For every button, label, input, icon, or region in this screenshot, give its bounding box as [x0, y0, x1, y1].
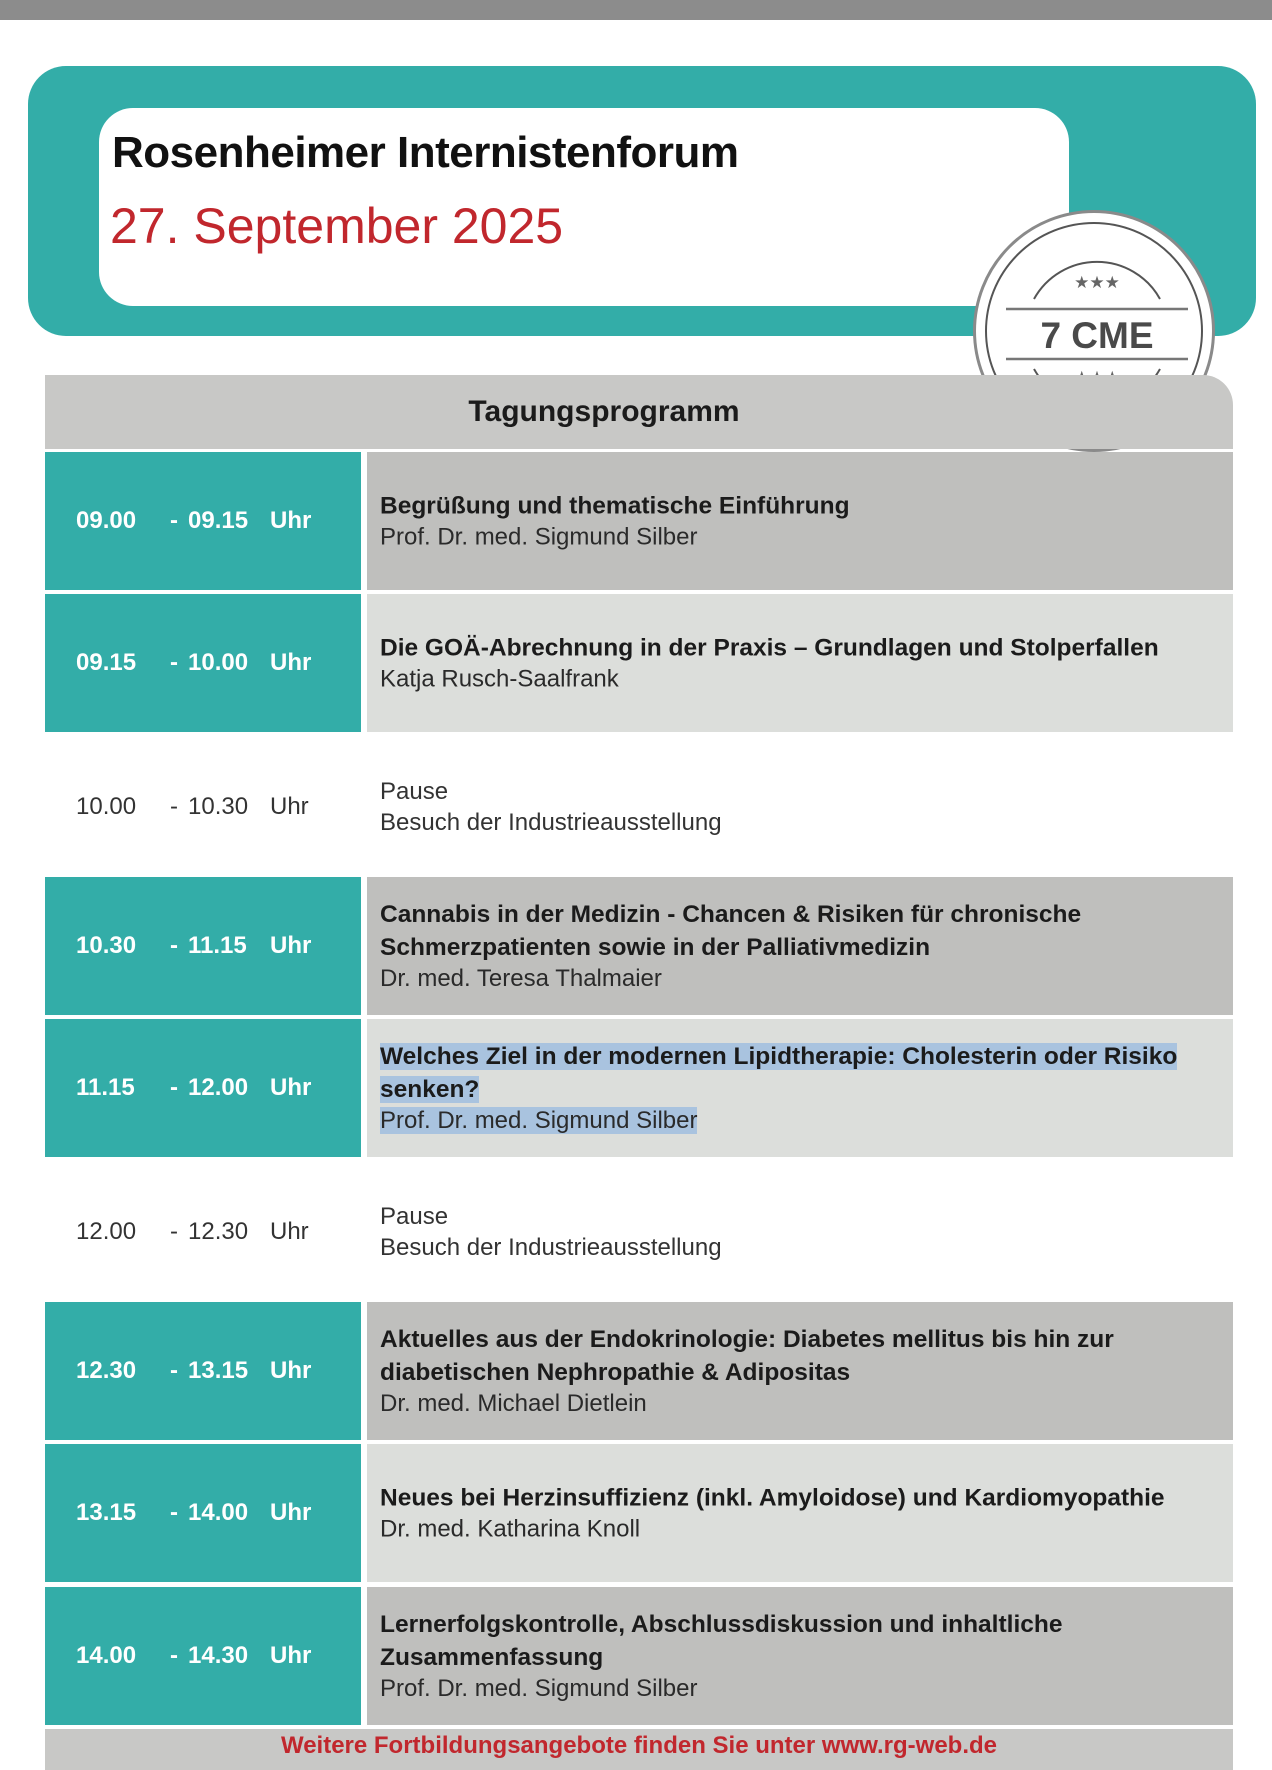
- session-title: Lernerfolgskontrolle, Abschlussdiskussion und inhaltliche Zusammenfassung: [380, 1611, 1063, 1671]
- time-end: 12.30: [188, 1218, 249, 1245]
- pause-title: Pause: [380, 778, 449, 805]
- time-cell: [45, 1587, 361, 1725]
- time-unit: Uhr: [270, 649, 312, 676]
- time-unit: Uhr: [270, 1499, 312, 1526]
- time-start: 12.30: [76, 1357, 137, 1384]
- time-range: [76, 1074, 311, 1102]
- session-speaker: Dr. med. Katharina Knoll: [380, 1515, 641, 1543]
- program-row: [45, 1302, 1233, 1440]
- time-range: [76, 1642, 311, 1670]
- session-cell: [367, 738, 1233, 876]
- session-title: Cannabis in der Medizin - Chancen & Risiken für chronische Schmerzpatienten sowie in der Palliativmedizin: [380, 901, 1082, 961]
- program-row: [45, 594, 1233, 732]
- session-cell: [367, 1444, 1233, 1582]
- session-info: [380, 1201, 1230, 1263]
- pause-title: Pause: [380, 1203, 449, 1230]
- session-info[interactable]: [380, 1040, 1230, 1136]
- session-cell: [367, 452, 1233, 590]
- time-range: [76, 932, 311, 960]
- session-cell: [367, 1163, 1233, 1301]
- time-unit: Uhr: [270, 507, 312, 534]
- time-unit: Uhr: [270, 932, 312, 959]
- program-row: [45, 1587, 1233, 1725]
- session-speaker-selected[interactable]: [380, 1106, 1230, 1136]
- time-unit: Uhr: [270, 1218, 309, 1245]
- time-end: 10.30: [188, 793, 249, 820]
- time-start: 11.15: [76, 1074, 135, 1101]
- time-start: 13.15: [76, 1499, 137, 1526]
- pause-note: Besuch der Industrieausstellung: [380, 809, 722, 836]
- session-info: [380, 776, 1230, 838]
- time-separator: -: [170, 793, 178, 820]
- time-start: 09.00: [76, 507, 137, 534]
- session-cell: [367, 594, 1233, 732]
- time-start: 10.00: [76, 793, 137, 820]
- event-date: 27. September 2025: [110, 198, 564, 254]
- session-cell: [367, 1019, 1233, 1157]
- session-info: [380, 490, 1230, 553]
- session-speaker: Prof. Dr. med. Sigmund Silber: [380, 523, 698, 551]
- time-unit: Uhr: [270, 1357, 312, 1384]
- time-unit: Uhr: [270, 1642, 312, 1669]
- session-info: [380, 1608, 1230, 1704]
- session-title: Aktuelles aus der Endokrinologie: Diabetes mellitus bis hin zur diabetischen Nephropathie & Adipositas: [380, 1326, 1114, 1386]
- time-end: 14.30: [188, 1642, 249, 1669]
- selected-text[interactable]: Prof. Dr. med. Sigmund Silber: [380, 1107, 698, 1134]
- time-range: [76, 1218, 309, 1246]
- session-info: [380, 898, 1230, 994]
- session-cell: [367, 1302, 1233, 1440]
- session-title: Begrüßung und thematische Einführung: [380, 492, 850, 520]
- time-start: 10.30: [76, 932, 137, 959]
- time-range: [76, 793, 309, 821]
- page-title: Rosenheimer Internistenforum: [112, 128, 739, 177]
- top-bar: [0, 0, 1272, 20]
- time-end: 13.15: [188, 1357, 249, 1384]
- session-cell: [367, 1587, 1233, 1725]
- time-separator: -: [170, 507, 178, 534]
- time-separator: -: [170, 1357, 178, 1384]
- session-title: Neues bei Herzinsuffizienz (inkl. Amyloidose) und Kardiomyopathie: [380, 1484, 1165, 1512]
- time-unit: Uhr: [270, 793, 309, 820]
- time-range: [76, 1357, 311, 1385]
- session-speaker: Dr. med. Teresa Thalmaier: [380, 965, 662, 992]
- time-cell: [45, 1019, 361, 1157]
- session-info: [380, 632, 1230, 695]
- session-speaker: Katja Rusch-Saalfrank: [380, 665, 619, 693]
- time-separator: -: [170, 1074, 178, 1101]
- selected-text[interactable]: Welches Ziel in der modernen Lipidtherapie: Cholesterin oder Risiko senken?: [380, 1043, 1178, 1103]
- session-speaker: Prof. Dr. med. Sigmund Silber: [380, 1675, 698, 1702]
- time-cell: [45, 738, 361, 876]
- session-info: [380, 1323, 1230, 1419]
- time-unit: Uhr: [270, 1074, 312, 1101]
- time-start: 14.00: [76, 1642, 137, 1669]
- program-row: [45, 452, 1233, 590]
- time-cell: [45, 1163, 361, 1301]
- badge-label: 7 CME: [1040, 315, 1154, 356]
- session-speaker: Dr. med. Michael Dietlein: [380, 1390, 647, 1417]
- time-separator: -: [170, 1218, 178, 1245]
- session-title: Die GOÄ-Abrechnung in der Praxis – Grundlagen und Stolperfallen: [380, 634, 1159, 662]
- time-end: 10.00: [188, 649, 249, 676]
- time-range: [76, 649, 311, 677]
- pause-note: Besuch der Industrieausstellung: [380, 1234, 722, 1261]
- time-separator: -: [170, 1642, 178, 1669]
- time-end: 12.00: [188, 1074, 249, 1101]
- time-start: 12.00: [76, 1218, 137, 1245]
- time-range: [76, 1499, 311, 1527]
- program-row: [45, 1444, 1233, 1582]
- session-info: [380, 1482, 1230, 1545]
- time-end: 11.15: [188, 932, 247, 959]
- badge-stars-top: ★★★: [1074, 273, 1120, 293]
- time-cell: [45, 452, 361, 590]
- time-separator: -: [170, 649, 178, 676]
- time-cell: [45, 594, 361, 732]
- program-heading: Tagungsprogramm: [468, 395, 740, 428]
- footer-link-text[interactable]: Weitere Fortbildungsangebote finden Sie unter www.rg-web.de: [280, 1732, 998, 1759]
- time-separator: -: [170, 1499, 178, 1526]
- time-separator: -: [170, 932, 178, 959]
- time-cell: [45, 877, 361, 1015]
- time-range: [76, 507, 311, 535]
- time-end: 14.00: [188, 1499, 249, 1526]
- program-row: [45, 1019, 1233, 1157]
- session-cell: [367, 877, 1233, 1015]
- program-row-pause: [45, 738, 1233, 876]
- session-title-selected[interactable]: [380, 1040, 1230, 1106]
- time-cell: [45, 1444, 361, 1582]
- time-start: 09.15: [76, 649, 137, 676]
- program-row: [45, 877, 1233, 1015]
- time-cell: [45, 1302, 361, 1440]
- time-end: 09.15: [188, 507, 249, 534]
- program-row-pause: [45, 1163, 1233, 1301]
